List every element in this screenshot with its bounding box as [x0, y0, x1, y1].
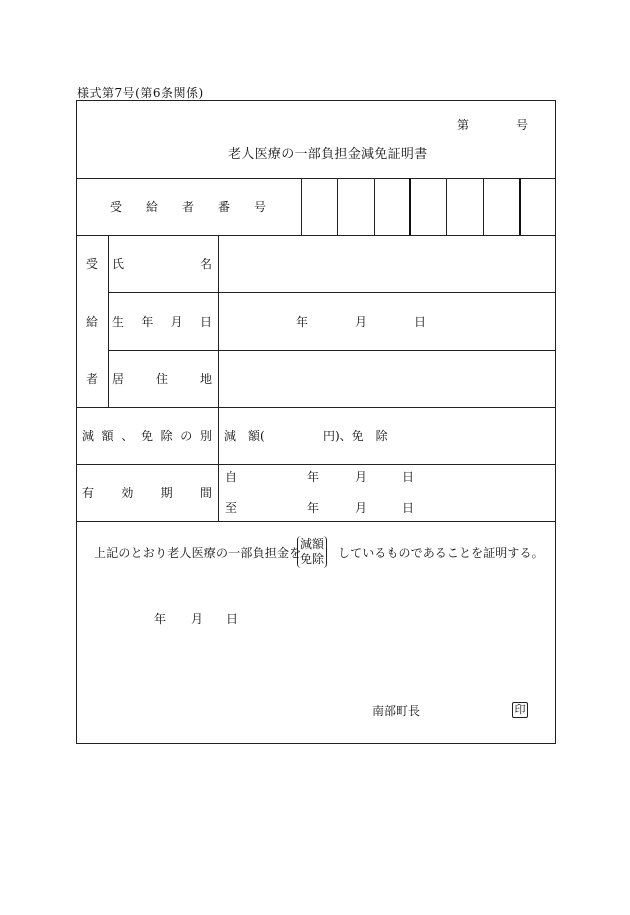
- bracket-reduce: 減額: [300, 537, 325, 551]
- recipient-side-char-2: 給: [86, 315, 99, 329]
- digit-divider-2: [374, 178, 375, 235]
- certification-text-before: 上記のとおり老人医療の一部負担金を: [94, 546, 302, 560]
- rule-under-birth: [108, 350, 556, 351]
- reduction-option: 減 額(: [224, 429, 265, 443]
- certification-text-after: しているものであることを証明する。: [338, 546, 544, 560]
- digit-divider-3: [409, 178, 411, 235]
- rule-under-name: [108, 292, 556, 293]
- validity-label: 有 効 期 間: [82, 486, 212, 500]
- bracket-exempt: 免除: [300, 552, 325, 566]
- recipient-number-label: 受 給 者 番 号: [110, 200, 266, 214]
- validity-from-month: 月: [355, 470, 368, 484]
- validity-from-year: 年: [307, 470, 320, 484]
- issue-year-unit: 年: [154, 612, 167, 626]
- address-label: 居 住 地: [112, 372, 212, 386]
- reduction-type-label: 減 額 、 免 除 の 別: [82, 429, 212, 443]
- digit-divider-1: [337, 178, 338, 235]
- birth-date-label: 生 年 月 日: [112, 315, 212, 329]
- rule-under-recipient: [76, 407, 556, 408]
- issuer-name: 南部町長: [372, 704, 421, 718]
- validity-to-year: 年: [307, 501, 320, 515]
- reduce-exempt-bracket: [297, 536, 327, 568]
- issue-day-unit: 日: [226, 612, 239, 626]
- rule-under-header: [76, 178, 556, 179]
- form-label: 様式第7号(第6条関係): [77, 86, 204, 100]
- digit-divider-6: [519, 178, 521, 235]
- number-suffix: 号: [516, 118, 529, 132]
- birth-year-unit: 年: [296, 315, 309, 329]
- birth-day-unit: 日: [414, 315, 427, 329]
- document-title: 老人医療の一部負担金減免証明書: [228, 147, 428, 162]
- number-prefix: 第: [457, 118, 470, 132]
- label-value-divider: [218, 235, 219, 521]
- validity-from-label: 自: [225, 470, 238, 484]
- rule-under-validity: [76, 521, 556, 522]
- birth-month-unit: 月: [355, 315, 368, 329]
- issue-month-unit: 月: [191, 612, 204, 626]
- rule-under-reduction: [76, 464, 556, 465]
- validity-to-month: 月: [355, 501, 368, 515]
- validity-from-day: 日: [402, 470, 415, 484]
- validity-to-label: 至: [225, 501, 238, 515]
- recipient-side-char-1: 受: [86, 257, 99, 271]
- rule-under-number: [76, 235, 556, 236]
- name-label: 氏 名: [112, 257, 212, 271]
- certificate-frame: [76, 100, 556, 744]
- seal-mark: 印: [512, 702, 528, 718]
- digit-divider-4: [446, 178, 447, 235]
- digit-divider-5: [483, 178, 484, 235]
- number-label-divider: [301, 178, 302, 235]
- recipient-side-char-3: 者: [86, 372, 99, 386]
- recipient-side-divider: [108, 235, 109, 407]
- validity-to-day: 日: [402, 501, 415, 515]
- exemption-option: 円)、免 除: [323, 429, 388, 443]
